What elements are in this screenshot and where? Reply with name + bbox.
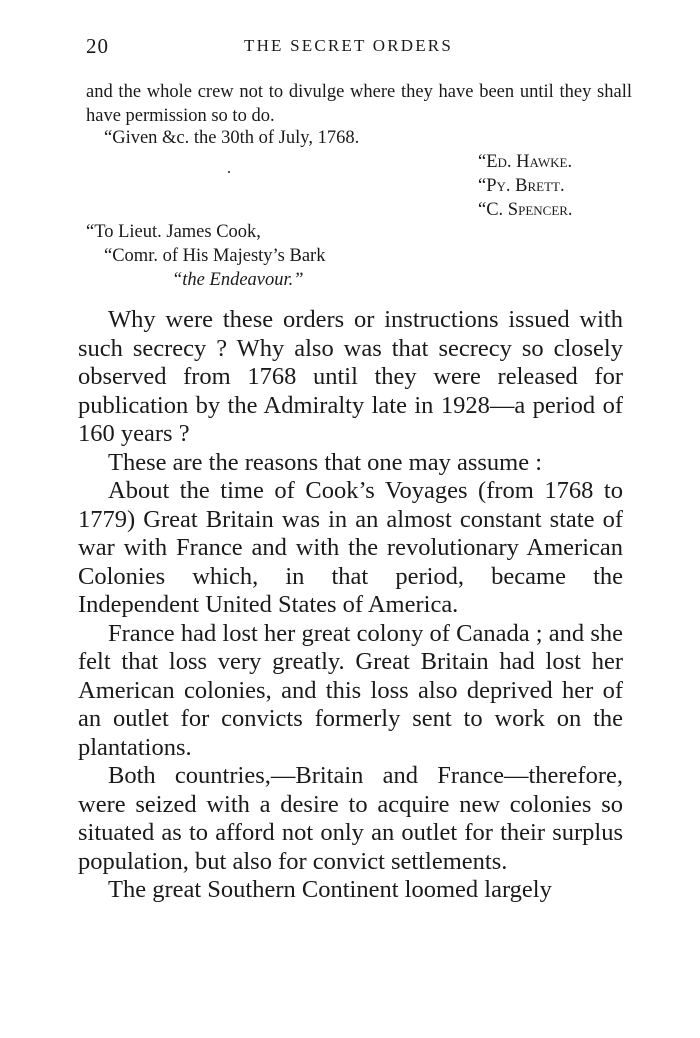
address-line-ship: “the Endeavour.” bbox=[172, 270, 304, 290]
signature-brett: “Py. Brett. bbox=[478, 176, 565, 196]
orders-date-line: “Given &c. the 30th of July, 1768. bbox=[104, 128, 360, 148]
address-line-recipient: “To Lieut. James Cook, bbox=[86, 222, 261, 242]
running-head: THE SECRET ORDERS bbox=[244, 36, 453, 55]
body-text bbox=[78, 306, 623, 905]
paragraph-southern-continent: The great Southern Continent loomed largely bbox=[108, 876, 552, 903]
paragraph-new-colonies: Both countries,—Britain and France—therefore, were seized with a desire to acquire new colonies so situated as to afford not only an outlet for their surplus population, but also for convict settlements. bbox=[78, 762, 623, 875]
page-number: 20 bbox=[86, 34, 109, 58]
paragraph-secrecy-question: Why were these orders or instructions issued with such secrecy ? Why also was that secrecy so closely observed from 1768 until they were released for publication by the Admiralty late in 1928—a period of 160 years ? bbox=[78, 306, 623, 447]
address-line-rank: “Comr. of His Majesty’s Bark bbox=[104, 246, 326, 266]
orders-continuation-text: and the whole crew not to divulge where they have been until they shall have permission so to do. bbox=[86, 82, 632, 126]
signatures-block bbox=[478, 150, 573, 222]
orders-continuation bbox=[86, 80, 632, 128]
paragraph-reasons-intro: These are the reasons that one may assume : bbox=[108, 448, 543, 476]
print-speck bbox=[228, 171, 230, 173]
address-block bbox=[86, 220, 325, 292]
signature-hawke: “Ed. Hawke. bbox=[478, 152, 573, 172]
paragraph-lost-colonies: France had lost her great colony of Canada ; and she felt that loss very greatly. Great Britain had lost her American colonies, and this loss also deprived her of an outlet for convicts formerly sent to work on the plantations. bbox=[78, 619, 623, 761]
signature-spencer: “C. Spencer. bbox=[478, 200, 573, 220]
paragraph-war-context: About the time of Cook’s Voyages (from 1768 to 1779) Great Britain was in an almost constant state of war with France and with the revolutionary American Colonies which, in that period, became the Independent United States of America. bbox=[78, 477, 623, 618]
page-header bbox=[86, 34, 626, 62]
